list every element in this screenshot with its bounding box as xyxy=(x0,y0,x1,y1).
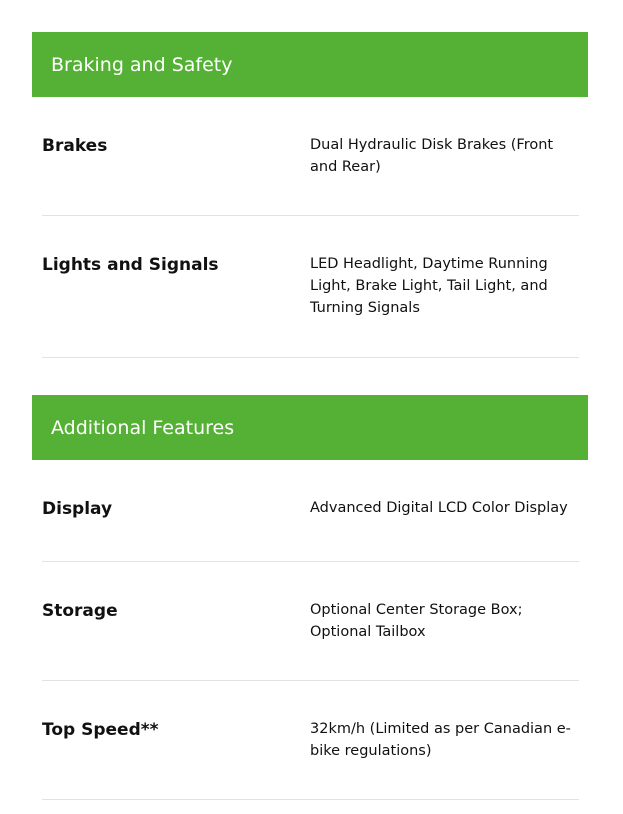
spec-label: Top Speed** xyxy=(42,720,159,740)
section-title: Additional Features xyxy=(51,416,235,439)
spec-row-display xyxy=(42,460,579,562)
spec-row-lights-and-signals xyxy=(42,216,579,358)
spec-label: Brakes xyxy=(42,136,108,156)
spec-label: Storage xyxy=(42,601,118,621)
section-header-braking-and-safety xyxy=(32,32,588,97)
spec-label: Display xyxy=(42,499,113,519)
spec-row-top-speed xyxy=(42,681,579,800)
spec-value: Optional Center Storage Box; Optional Tailbox xyxy=(310,602,523,640)
spec-value: 32km/h (Limited as per Canadian e-bike regulations) xyxy=(310,721,571,759)
section-header-additional-features xyxy=(32,395,588,460)
section-title: Braking and Safety xyxy=(51,53,233,76)
spec-row-brakes xyxy=(42,97,579,216)
spec-label: Lights and Signals xyxy=(42,255,219,275)
spec-value: Dual Hydraulic Disk Brakes (Front and Rear) xyxy=(310,137,554,175)
spec-value: LED Headlight, Daytime Running Light, Brake Light, Tail Light, and Turning Signals xyxy=(310,256,548,316)
spec-value: Advanced Digital LCD Color Display xyxy=(310,500,568,516)
spec-row-storage xyxy=(42,562,579,681)
